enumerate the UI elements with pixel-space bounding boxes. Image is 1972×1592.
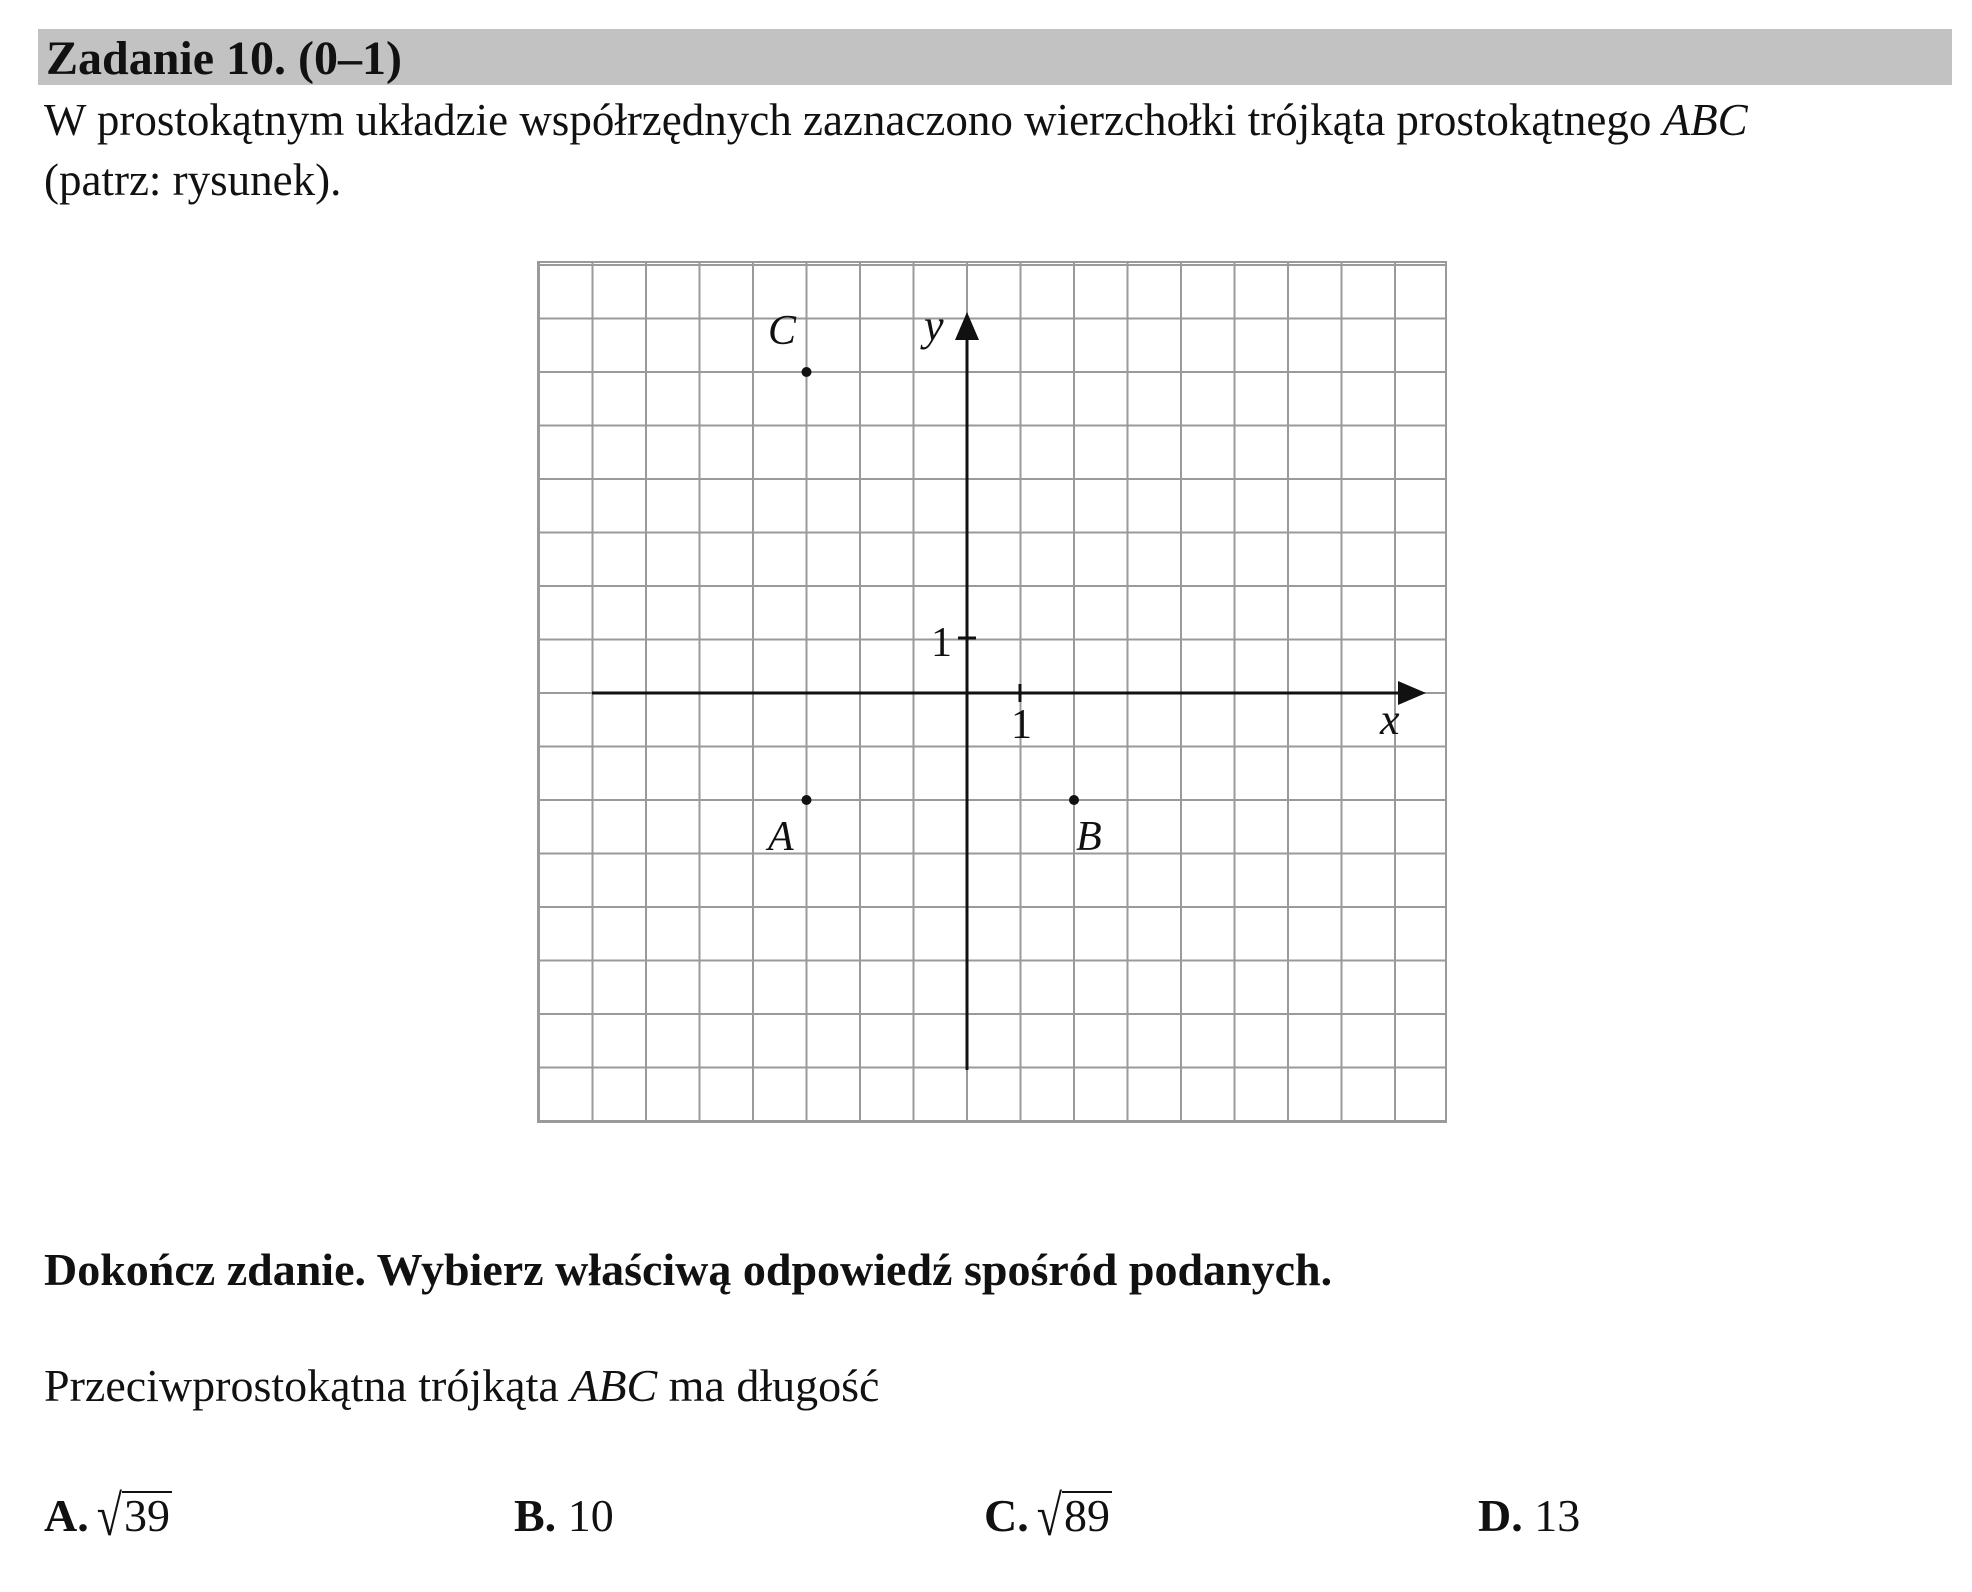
option-letter: C. <box>984 1490 1029 1541</box>
answer-option-d[interactable] <box>1478 1486 1580 1546</box>
x-axis-arrow <box>1398 681 1426 705</box>
option-value: 13 <box>1534 1490 1581 1541</box>
answer-option-a[interactable] <box>44 1483 172 1548</box>
radicand: 89 <box>1063 1490 1110 1541</box>
sqrt-sign-icon: √ <box>1036 1483 1062 1548</box>
point-a-label: A <box>768 814 794 860</box>
option-value: 10 <box>567 1490 614 1541</box>
radicand: 39 <box>123 1490 170 1541</box>
y-axis-arrow <box>955 312 979 340</box>
question-suffix: ma długość <box>657 1360 880 1411</box>
instruction: Dokończ zdanie. Wybierz właściwą odpowiedź spośród podanych. <box>44 1244 1333 1295</box>
answer-option-b[interactable] <box>514 1486 614 1546</box>
coordinate-figure <box>536 260 1448 1124</box>
point-a <box>802 795 812 805</box>
option-letter: D. <box>1478 1490 1523 1541</box>
sqrt-sign-icon: √ <box>96 1483 122 1548</box>
sqrt-expression <box>96 1483 172 1548</box>
option-letter: B. <box>514 1490 557 1541</box>
intro-text: W prostokątnym układzie współrzędnych zaznaczono wierzchołki trójkąta prostokątnego <box>44 95 1663 145</box>
question-triangle: ABC <box>570 1360 658 1411</box>
x-tick-label: 1 <box>1011 702 1032 748</box>
y-tick-label: 1 <box>931 620 952 666</box>
point-c <box>802 367 812 377</box>
triangle-name: ABC <box>1662 95 1748 145</box>
question-text: Przeciwprostokątna trójkąta <box>44 1360 571 1411</box>
answer-option-c[interactable] <box>984 1483 1112 1548</box>
point-b-label: B <box>1076 814 1102 860</box>
intro-line-2: (patrz: rysunek). <box>44 155 342 205</box>
point-b <box>1069 795 1079 805</box>
intro-line-1 <box>44 90 1954 150</box>
sqrt-expression <box>1036 1483 1112 1548</box>
x-axis-label: x <box>1380 695 1400 744</box>
point-c-label: C <box>768 308 797 354</box>
task-intro <box>44 90 1954 210</box>
axes <box>592 330 1402 1070</box>
task-title: Zadanie 10. (0–1) <box>46 32 403 85</box>
y-axis-label: y <box>924 301 944 350</box>
question <box>44 1356 879 1416</box>
option-letter: A. <box>44 1490 89 1541</box>
